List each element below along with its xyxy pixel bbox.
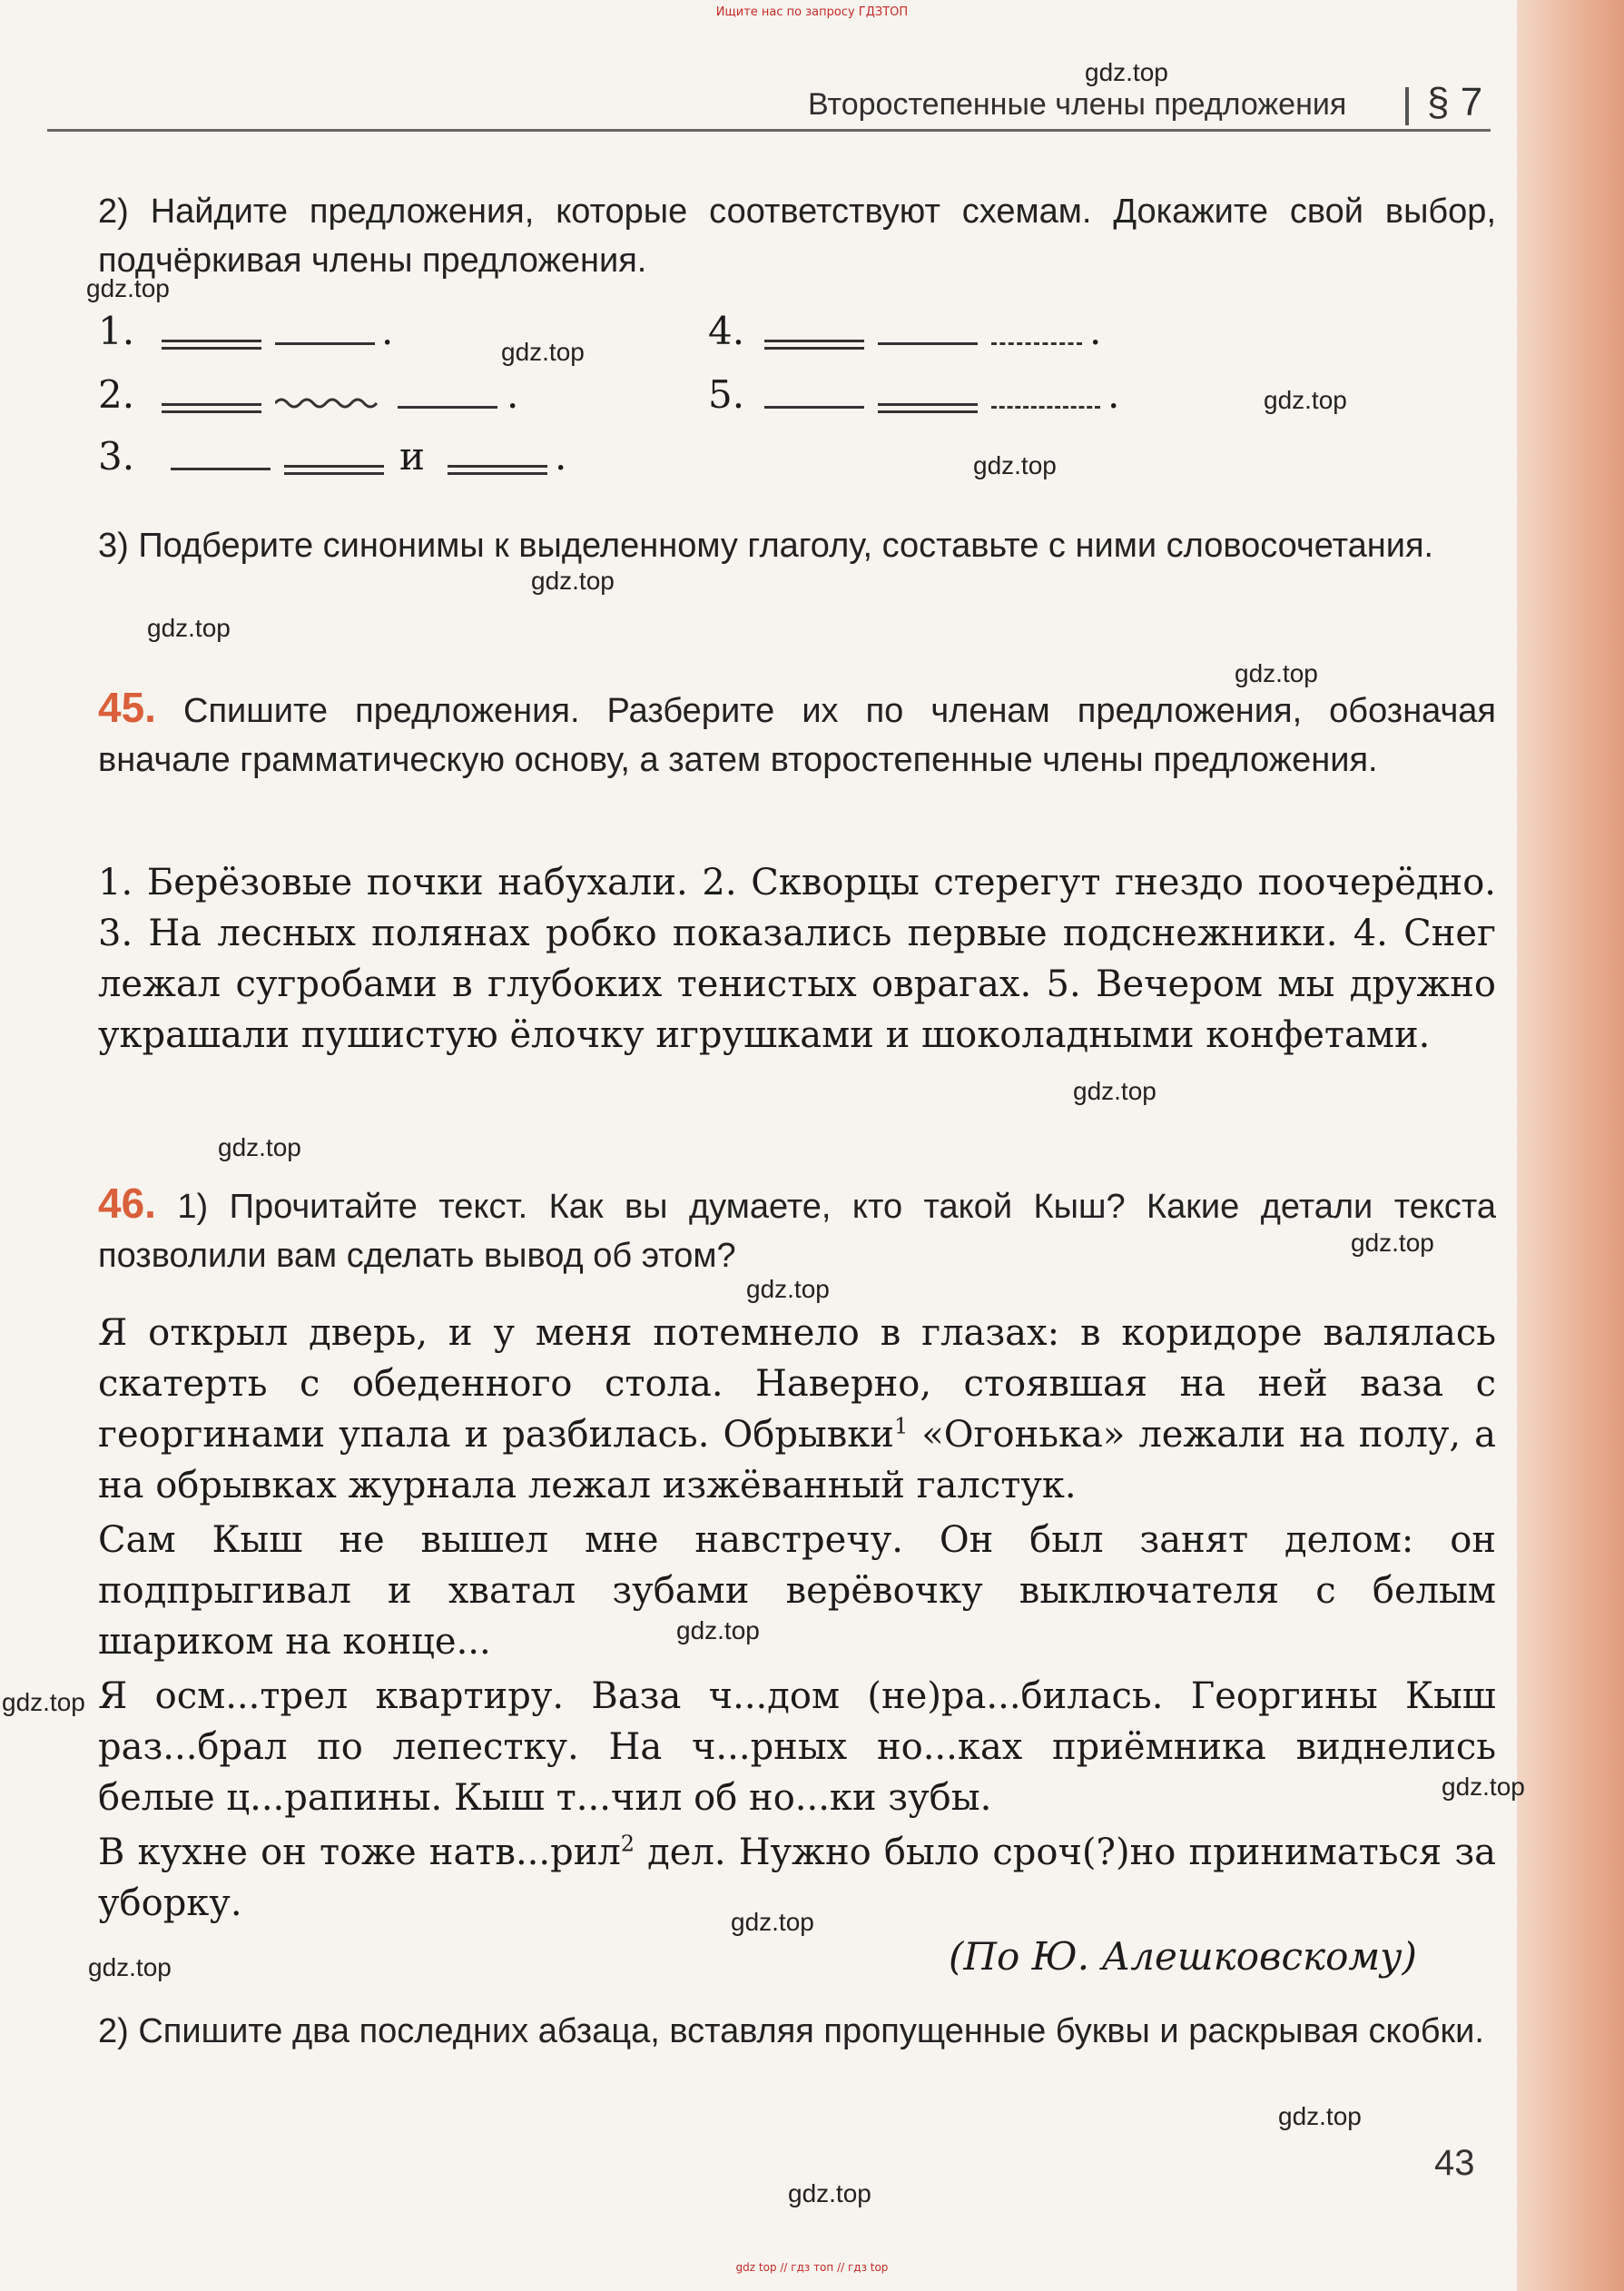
watermark: gdz.top — [1442, 1773, 1525, 1801]
scheme-number: 1. — [98, 309, 135, 353]
scheme-end: . — [507, 372, 519, 417]
scheme-number: 5. — [708, 372, 745, 417]
subject-underline — [878, 403, 978, 413]
subject-underline — [162, 340, 261, 350]
scheme-number: 2. — [98, 372, 135, 417]
watermark: gdz.top — [531, 567, 615, 595]
subject-underline — [162, 403, 261, 413]
task3-instruction: 3) Подберите синонимы к выделенному глаголу, составьте с ними словосочетания. — [98, 527, 1434, 565]
watermark: gdz.top — [788, 2179, 871, 2207]
watermark: gdz.top — [2, 1688, 85, 1716]
story-paragraph-4-part-a: В кухне он тоже натв...рил — [98, 1832, 621, 1873]
scheme-3 — [98, 434, 643, 489]
predicate-underline — [398, 406, 497, 409]
scheme-number: 4. — [708, 309, 745, 353]
watermark: gdz.top — [1351, 1229, 1434, 1257]
watermark: gdz.top — [731, 1908, 814, 1936]
scheme-4 — [708, 309, 1253, 363]
exercise-46-task: 1) Прочитайте текст. Как вы думаете, кто такой Кыш? Какие детали текста позволили вам сделать вывод об этом? — [98, 1188, 1496, 1275]
definition-wavy-underline — [275, 396, 379, 410]
predicate-underline — [171, 468, 271, 470]
footnote-marker-2: 2 — [620, 1831, 635, 1857]
scheme-number: 3. — [98, 434, 135, 479]
exercise-46-number: 46. — [98, 1180, 156, 1227]
watermark: gdz.top — [1073, 1077, 1156, 1105]
watermark: gdz.top — [88, 1953, 172, 1981]
scheme-end: . — [1107, 372, 1120, 417]
story-paragraph-2: Сам Кыш не вышел мне навстречу. Он был занят делом: он подпрыгивал и хватал зубами верёвочку выключателя с белым шариком на конце... — [98, 1519, 1496, 1663]
page-edge — [1517, 0, 1624, 2291]
exercise-45-instruction — [98, 683, 1496, 785]
subject-underline — [284, 465, 384, 475]
predicate-underline — [878, 342, 978, 345]
running-header-title: Второстепенные члены предложения — [808, 87, 1347, 122]
scheme-conjunction: и — [399, 434, 425, 479]
story-paragraph-1-part-a: Я открыл дверь, и у меня потемнело в глазах: в коридоре валялась скатерть с обеденного стола. Наверно, стоявшая на ней ваза с георгинами упала и разбилась. Обрывки — [98, 1312, 1496, 1456]
story-author: (По Ю. Алешковскому) — [949, 1934, 1417, 1979]
watermark: gdz.top — [218, 1133, 301, 1161]
watermark: gdz.top — [501, 338, 585, 366]
scheme-end: . — [555, 434, 567, 479]
footnote-marker-1: 1 — [893, 1413, 909, 1439]
top-note: Ищите нас по запросу ГДЗТОП — [715, 5, 909, 19]
bottom-note: gdz top // гдз топ // гдз top — [735, 2261, 889, 2274]
watermark: gdz.top — [147, 614, 231, 642]
section-number: § 7 — [1427, 80, 1483, 124]
scheme-5 — [708, 372, 1253, 427]
watermark: gdz.top — [1278, 2102, 1362, 2130]
header-rule — [47, 129, 1491, 132]
watermark: gdz.top — [1264, 386, 1347, 414]
page-number: 43 — [1434, 2143, 1475, 2183]
object-underline — [991, 406, 1100, 409]
task2-instruction: 2) Найдите предложения, которые соответствуют схемам. Докажите свой выбор, подчёркивая члены предложения. — [98, 193, 1496, 280]
scheme-2 — [98, 372, 643, 427]
story-paragraph-3: Я осм...трел квартиру. Ваза ч...дом (не)ра...билась. Георгины Кыш раз...брал по лепестку. На ч...рных но...ках приёмника виднелись белые ц...рапины. Кыш т...чил об но...ки зубы. — [98, 1675, 1496, 1819]
exercise-46-instruction — [98, 1179, 1496, 1280]
story-paragraph-1-part-b: «Огонька» лежали на полу, а на обрывках журнала лежал изжёванный галстук. — [98, 1414, 1496, 1506]
predicate-underline — [275, 342, 375, 345]
subject-underline — [764, 340, 864, 350]
watermark: gdz.top — [973, 451, 1057, 479]
watermark: gdz.top — [1235, 659, 1318, 687]
watermark: gdz.top — [86, 274, 170, 302]
subject-underline — [448, 465, 547, 475]
exercise-45-text: 1. Берёзовые почки набухали. 2. Скворцы стерегут гнездо поочерёдно. 3. На лесных полянах робко показались первые подснежники. 4. Снег лежал сугробами в глубоких тенистых оврагах. 5. Вечером мы дружно украшали пушистую ёлочку игрушками и шоколадными конфетами. — [98, 862, 1496, 1056]
scheme-end: . — [381, 309, 394, 353]
object-underline — [991, 342, 1082, 345]
scheme-end: . — [1089, 309, 1102, 353]
exercise-45-task: Спишите предложения. Разберите их по членам предложения, обозначая вначале грамматическую основу, а затем второстепенные члены предложения. — [98, 692, 1496, 779]
story-paragraph-4-part-b: дел. Нужно было сроч(?)но приниматься за уборку. — [98, 1832, 1496, 1924]
watermark: gdz.top — [746, 1275, 830, 1303]
watermark: gdz.top — [1085, 58, 1168, 86]
story-paragraph-1 — [98, 1308, 1496, 1511]
exercise-45-number: 45. — [98, 684, 156, 731]
predicate-underline — [764, 406, 864, 409]
watermark: gdz.top — [676, 1616, 760, 1644]
exercise-46-task-2: 2) Спишите два последних абзаца, вставляя пропущенные буквы и раскрывая скобки. — [98, 2012, 1484, 2050]
header-separator — [1405, 87, 1409, 125]
